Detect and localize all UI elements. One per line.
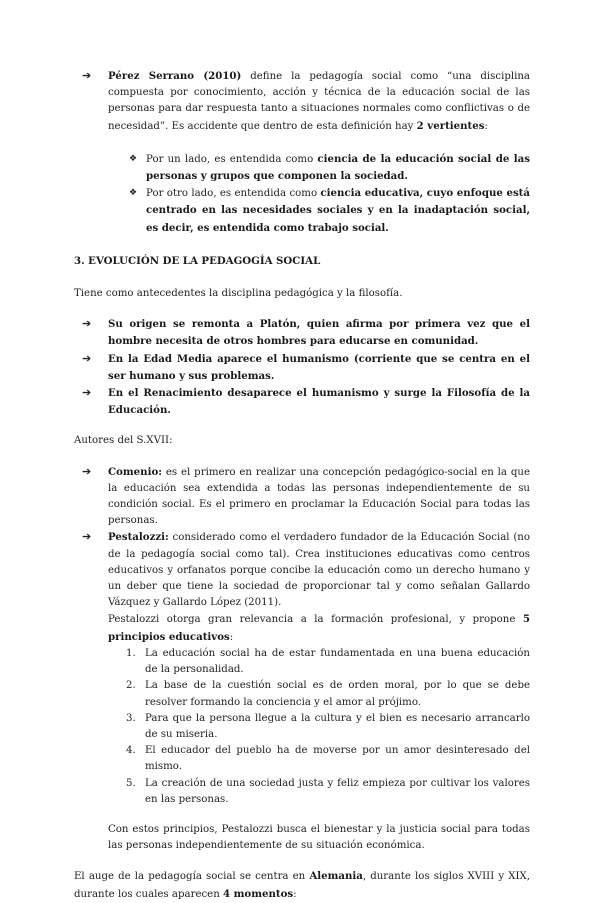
principio-item	[74, 711, 530, 743]
history-item	[74, 385, 530, 419]
intro-text: define la pedagogía social como “una disciplina compuesta por conocimiento, acción y técnica de la educación social de las personas para dar respuesta tanto a situaciones normales como conflictivas o de necesidad”. Es accidente que dentro de esta definición hay	[108, 71, 530, 132]
pestalozzi-text: considerado como el verdadero fundador de la Educación Social (no de la pedagogía social como tal). Crea instituciones educativas como centros educativos y orfanatos porque concibe la educación como un derecho humano y un deber que tiene la sociedad de proporcionar tal y como señalan Gallardo Vázquez y Gallardo López (2011).	[108, 532, 530, 609]
arrow-bullet-icon: ➔	[82, 317, 92, 331]
auge-mid: , durante los siglos XVIII y XIX, durante los cuales aparecen	[74, 871, 530, 900]
history-item	[74, 316, 530, 350]
principios-intro-text: Pestalozzi otorga gran relevancia a la formación profesional, y propone	[108, 614, 523, 626]
arrow-bullet-icon: ➔	[82, 351, 92, 365]
diamond-bullet-icon: ❖	[129, 153, 138, 164]
vertiente-text: Por un lado, es entendida como	[146, 153, 318, 165]
vertiente-item	[74, 151, 530, 185]
auge-bold-country: Alemania	[309, 870, 363, 883]
arrow-bullet-icon: ➔	[82, 530, 92, 544]
vertiente-bold: ciencia de la educación social de las personas y grupos que componen la sociedad.	[146, 152, 531, 183]
arrow-bullet-icon: ➔	[82, 386, 92, 400]
comenio-name: Comenio:	[108, 465, 162, 478]
comenio-text: es el primero en realizar una concepción pedagógico-social en la que la educación sea extendida a todas las personas independientemente de su condición social. Es el primero en proclamar la Educación Social para todas las personas.	[108, 466, 530, 527]
principio-text: La creación de una sociedad justa y feliz empieza por cultivar los valores en las personas.	[145, 777, 530, 805]
principio-number: 1.	[126, 647, 136, 659]
auge-end: :	[293, 888, 297, 900]
principio-text: El educador del pueblo ha de moverse por un amor desinteresado del mismo.	[145, 745, 530, 773]
document-page	[74, 68, 530, 903]
principios-bold: 5 principios educativos	[108, 613, 530, 643]
vertiente-text: Por otro lado, es entendida como	[146, 188, 321, 200]
principio-number: 4.	[126, 745, 136, 757]
pestalozzi-item	[74, 529, 530, 611]
arrow-bullet-icon: ➔	[82, 69, 92, 82]
principio-number: 3.	[126, 712, 136, 724]
principios-end: :	[229, 631, 234, 643]
conclusion-text: Con estos principios, Pestalozzi busca el bienestar y la justicia social para todas las personas independientemente de su situación económica.	[108, 823, 530, 852]
history-text: En la Edad Media aparece el humanismo (corriente que se centra en el ser humano y sus problemas.	[108, 352, 530, 382]
intro-end: :	[484, 120, 488, 132]
principio-text: La base de la cuestión social es de orden moral, por lo que se debe resolver formando la conciencia y el amor al prójimo.	[145, 680, 530, 708]
pestalozzi-name: Pestalozzi:	[108, 531, 169, 544]
section-heading-text: 3. EVOLUCIÓN DE LA PEDAGOGÍA SOCIAL	[74, 254, 321, 267]
auge-bold-moments: 4 momentos	[223, 887, 294, 900]
intro-bullet	[74, 68, 530, 135]
principio-text: Para que la persona llegue a la cultura y el bien es necesario arrancarlo de su miseria.	[145, 712, 530, 740]
history-text: En el Renacimiento desaparece el humanismo y surge la Filosofía de la Educación.	[108, 387, 530, 417]
antecedentes-text: Tiene como antecedentes la disciplina pedagógica y la filosofía.	[74, 288, 403, 300]
history-text: Su origen se remonta a Platón, quien afirma por primera vez que el hombre necesita de otros hombres para educarse en comunidad.	[108, 318, 530, 348]
diamond-bullet-icon: ❖	[129, 188, 138, 199]
principio-text: La educación social ha de estar fundamentada en una buena educación de la personalidad.	[145, 647, 530, 676]
principio-item	[74, 776, 530, 808]
author-name: Pérez Serrano (2010)	[108, 70, 242, 82]
history-item	[74, 351, 530, 385]
autores-label: Autores del S.XVII:	[74, 435, 173, 447]
pestalozzi-principios-intro	[74, 611, 530, 645]
principio-item	[74, 743, 530, 775]
principio-number: 2.	[126, 680, 136, 692]
intro-bold: 2 vertientes	[416, 119, 485, 132]
auge-text: El auge de la pedagogía social se centra en	[74, 871, 310, 883]
principio-number: 5.	[126, 777, 136, 789]
principio-item	[74, 678, 530, 710]
vertiente-item	[74, 185, 530, 237]
arrow-bullet-icon: ➔	[82, 464, 92, 478]
auge-paragraph	[74, 868, 530, 902]
section-heading	[74, 253, 530, 270]
principio-item	[74, 646, 530, 678]
comenio-item	[74, 464, 530, 530]
vertiente-bold: ciencia educativa, cuyo enfoque está centrado en las necesidades sociales y en la inadaptación social, es decir, es entendida como trabajo social.	[146, 187, 530, 234]
